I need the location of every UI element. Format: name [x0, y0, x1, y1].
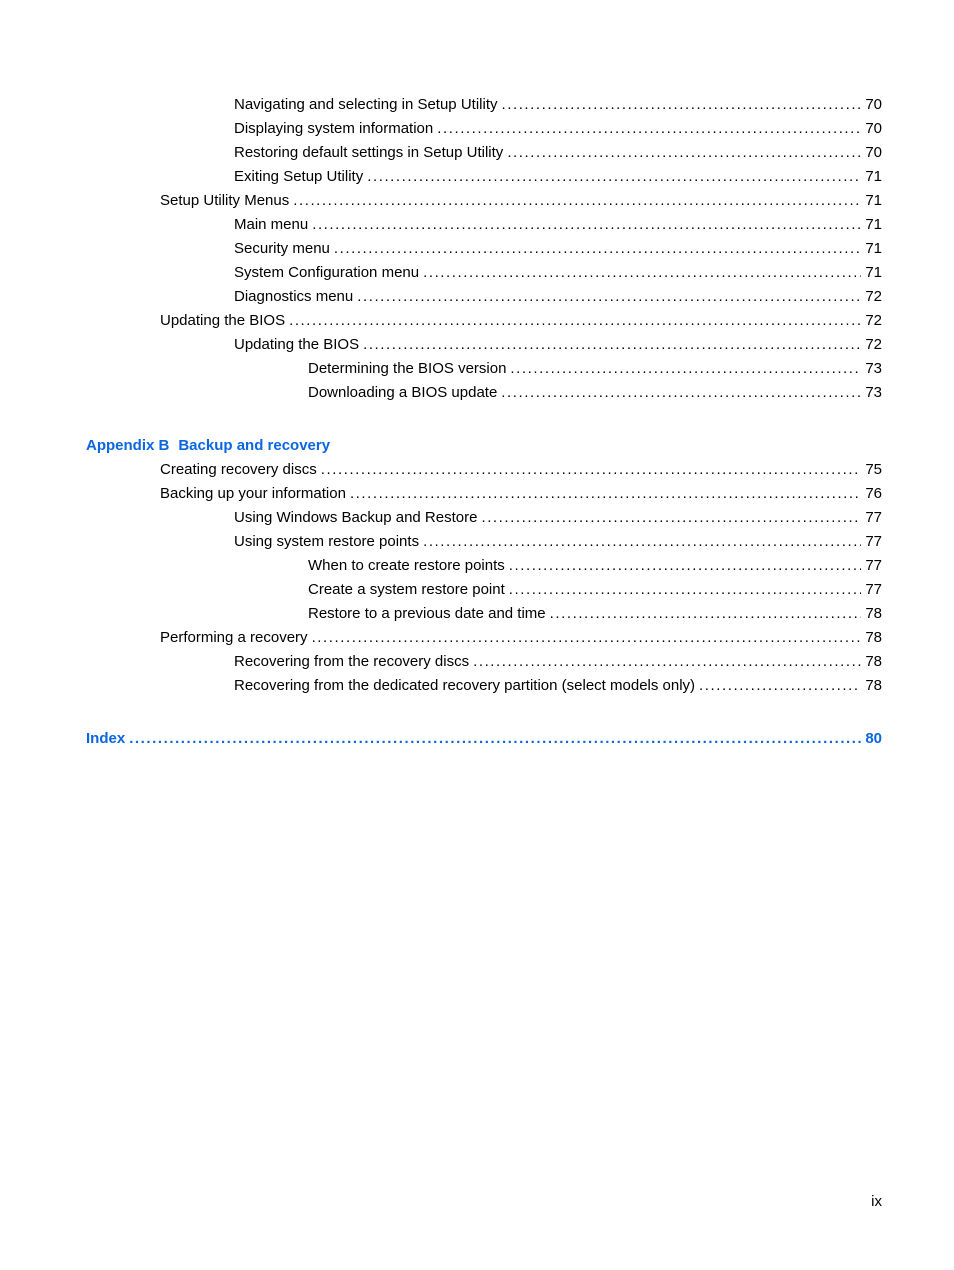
toc-entry-page: 71	[865, 240, 882, 257]
dot-leader	[699, 677, 861, 695]
dot-leader	[510, 360, 861, 378]
toc-entry-page: 78	[865, 653, 882, 670]
dot-leader	[509, 581, 862, 599]
toc-entry-title: Create a system restore point	[308, 581, 505, 598]
toc-entry-page: 71	[865, 216, 882, 233]
dot-leader	[501, 96, 861, 114]
dot-leader	[312, 216, 861, 234]
toc-entry[interactable]	[0, 555, 954, 579]
toc-entry-index[interactable]	[0, 728, 954, 752]
dot-leader	[289, 312, 861, 330]
toc-entry-title: Setup Utility Menus	[160, 192, 290, 209]
toc-entry-page: 77	[865, 557, 882, 574]
toc-entry[interactable]	[0, 603, 954, 627]
toc-entry-title: Restoring default settings in Setup Utility	[234, 144, 504, 161]
toc-entry-page: 76	[865, 485, 882, 502]
toc-entry-page: 72	[865, 288, 882, 305]
toc-entry-title: Security menu	[234, 240, 330, 257]
toc-entry[interactable]	[0, 531, 954, 555]
toc-entry-title: Displaying system information	[234, 120, 434, 137]
toc-entry[interactable]	[0, 262, 954, 286]
toc-entry-title: Updating the BIOS	[160, 312, 286, 329]
appendix-title: Backup and recovery	[178, 437, 331, 454]
toc-entry-title: Index	[86, 730, 126, 747]
dot-leader	[550, 605, 862, 623]
toc-entry[interactable]	[0, 238, 954, 262]
dot-leader	[473, 653, 861, 671]
toc-entry[interactable]	[0, 94, 954, 118]
toc-entry[interactable]	[0, 118, 954, 142]
toc-entry-page: 73	[865, 384, 882, 401]
toc-entry[interactable]	[0, 627, 954, 651]
toc-entry[interactable]	[0, 286, 954, 310]
table-of-contents	[0, 94, 954, 752]
toc-entry-title: Using system restore points	[234, 533, 420, 550]
toc-entry[interactable]	[0, 166, 954, 190]
toc-entry-title: Diagnostics menu	[234, 288, 354, 305]
dot-leader	[334, 240, 861, 258]
toc-entry-page: 70	[865, 144, 882, 161]
appendix-b-heading[interactable]	[0, 435, 954, 459]
toc-entry-page: 77	[865, 509, 882, 526]
dot-leader	[481, 509, 861, 527]
toc-section-backup-recovery	[0, 459, 954, 699]
toc-entry[interactable]	[0, 310, 954, 334]
toc-entry-page: 77	[865, 533, 882, 550]
toc-entry-page: 70	[865, 120, 882, 137]
dot-leader	[293, 192, 861, 210]
toc-entry-page: 71	[865, 264, 882, 281]
dot-leader	[357, 288, 861, 306]
toc-entry-page: 70	[865, 96, 882, 113]
toc-entry[interactable]	[0, 579, 954, 603]
dot-leader	[437, 120, 861, 138]
toc-entry[interactable]	[0, 459, 954, 483]
toc-entry-page: 71	[865, 168, 882, 185]
dot-leader	[129, 730, 861, 748]
dot-leader	[501, 384, 861, 402]
toc-entry-title: Recovering from the dedicated recovery partition (select models only)	[234, 677, 696, 694]
toc-entry-title: Downloading a BIOS update	[308, 384, 498, 401]
toc-entry-page: 80	[865, 730, 882, 747]
toc-entry[interactable]	[0, 382, 954, 406]
dot-leader	[321, 461, 862, 479]
dot-leader	[507, 144, 861, 162]
dot-leader	[423, 264, 861, 282]
toc-entry[interactable]	[0, 651, 954, 675]
toc-entry-title: Updating the BIOS	[234, 336, 360, 353]
dot-leader	[350, 485, 861, 503]
toc-entry[interactable]	[0, 190, 954, 214]
toc-entry-title: When to create restore points	[308, 557, 505, 574]
toc-entry-title: Restore to a previous date and time	[308, 605, 546, 622]
toc-entry[interactable]	[0, 358, 954, 382]
dot-leader	[509, 557, 862, 575]
dot-leader	[363, 336, 861, 354]
toc-entry-page: 78	[865, 605, 882, 622]
toc-entry-page: 75	[865, 461, 882, 478]
toc-entry-page: 78	[865, 629, 882, 646]
toc-entry-title: Determining the BIOS version	[308, 360, 507, 377]
toc-entry-page: 72	[865, 336, 882, 353]
toc-entry-title: Exiting Setup Utility	[234, 168, 364, 185]
toc-entry-page: 72	[865, 312, 882, 329]
toc-entry[interactable]	[0, 334, 954, 358]
toc-entry-title: Creating recovery discs	[160, 461, 317, 478]
toc-entry[interactable]	[0, 675, 954, 699]
toc-entry-page: 77	[865, 581, 882, 598]
page-number: ix	[871, 1193, 882, 1210]
toc-entry-title: Main menu	[234, 216, 309, 233]
toc-entry[interactable]	[0, 214, 954, 238]
toc-entry[interactable]	[0, 142, 954, 166]
toc-entry[interactable]	[0, 507, 954, 531]
dot-leader	[423, 533, 861, 551]
toc-entry-page: 73	[865, 360, 882, 377]
toc-entry-title: Performing a recovery	[160, 629, 308, 646]
toc-entry-title: Using Windows Backup and Restore	[234, 509, 478, 526]
dot-leader	[312, 629, 862, 647]
toc-entry-title: Navigating and selecting in Setup Utility	[234, 96, 498, 113]
toc-entry-page: 78	[865, 677, 882, 694]
toc-entry-page: 71	[865, 192, 882, 209]
toc-entry-title: Backing up your information	[160, 485, 346, 502]
toc-entry[interactable]	[0, 483, 954, 507]
appendix-label: Appendix B	[86, 437, 170, 454]
dot-leader	[367, 168, 861, 186]
toc-section-setup-utility	[0, 94, 954, 406]
toc-entry-title: System Configuration menu	[234, 264, 420, 281]
toc-entry-title: Recovering from the recovery discs	[234, 653, 470, 670]
